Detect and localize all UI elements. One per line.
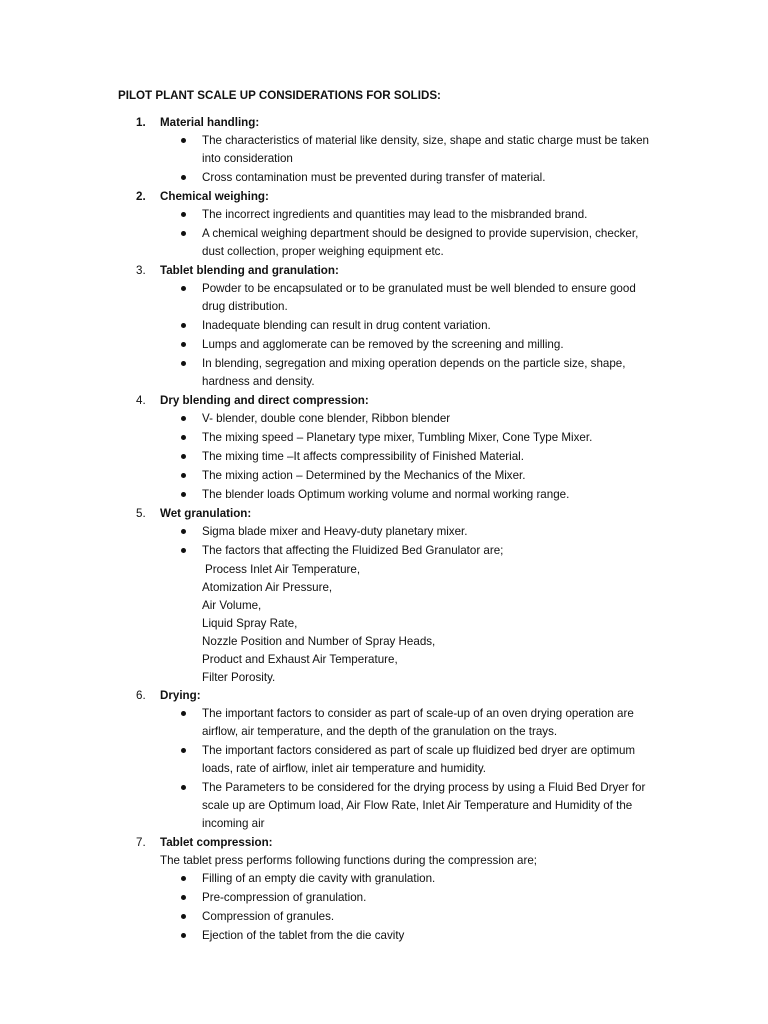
bullet-dot-icon: [181, 785, 186, 790]
list-item: [202, 429, 658, 447]
section-number: 5.: [136, 507, 146, 520]
section-number: 1.: [136, 116, 146, 129]
section-heading: [118, 262, 658, 280]
list-item: [202, 280, 658, 316]
list-item-text: The blender loads Optimum working volume and normal working range.: [202, 488, 570, 501]
section-3: [118, 262, 658, 391]
bullet-dot-icon: [181, 416, 186, 421]
list-item: [202, 206, 658, 224]
list-item: [202, 889, 658, 907]
bullet-list: [118, 132, 658, 187]
section-number: 7.: [136, 836, 146, 849]
bullet-dot-icon: [181, 914, 186, 919]
factor-list: [118, 561, 658, 687]
section-list: [118, 114, 658, 946]
bullet-dot-icon: [181, 361, 186, 366]
bullet-dot-icon: [181, 138, 186, 143]
page-title: PILOT PLANT SCALE UP CONSIDERATIONS FOR SOLIDS:: [118, 89, 441, 102]
bullet-list: [118, 705, 658, 833]
list-item: [202, 486, 658, 504]
bullet-dot-icon: [181, 342, 186, 347]
section-4: [118, 392, 658, 504]
list-item: [202, 355, 658, 391]
list-item-text: The important factors to consider as part of scale-up of an oven drying operation are airflow, air temperature, and the depth of the granulation on the trays.: [202, 707, 634, 738]
list-item-text: The characteristics of material like density, size, shape and static charge must be taken into consideration: [202, 134, 649, 165]
list-item: [202, 927, 658, 945]
section-heading: [118, 188, 658, 206]
list-item-text: Compression of granules.: [202, 910, 335, 923]
factor-line: Liquid Spray Rate,: [202, 617, 298, 630]
section-number: 3.: [136, 264, 146, 277]
factor-line: Nozzle Position and Number of Spray Heads,: [202, 635, 436, 648]
list-item: [202, 742, 658, 778]
section-intro: The tablet press performs following functions during the compression are;: [160, 854, 537, 867]
section-title: Dry blending and direct compression:: [160, 394, 369, 407]
factor-line: Product and Exhaust Air Temperature,: [202, 653, 398, 666]
bullet-dot-icon: [181, 435, 186, 440]
list-item-text: Pre-compression of granulation.: [202, 891, 367, 904]
section-5: [118, 505, 658, 687]
list-item-text: The incorrect ingredients and quantities may lead to the misbranded brand.: [202, 208, 588, 221]
list-item-text: Filling of an empty die cavity with granulation.: [202, 872, 436, 885]
bullet-list: [118, 280, 658, 391]
bullet-dot-icon: [181, 876, 186, 881]
bullet-dot-icon: [181, 529, 186, 534]
section-heading: [118, 834, 658, 852]
bullet-dot-icon: [181, 548, 186, 553]
bullet-dot-icon: [181, 748, 186, 753]
list-item: [202, 169, 658, 187]
section-title: Chemical weighing:: [160, 190, 269, 203]
list-item-text: Lumps and agglomerate can be removed by the screening and milling.: [202, 338, 564, 351]
list-item: [202, 542, 658, 560]
section-title: Tablet blending and granulation:: [160, 264, 339, 277]
section-heading: [118, 392, 658, 410]
bullet-dot-icon: [181, 895, 186, 900]
list-item-text: Sigma blade mixer and Heavy-duty planetary mixer.: [202, 525, 468, 538]
list-item-text: Powder to be encapsulated or to be granulated must be well blended to ensure good drug distribution.: [202, 282, 636, 313]
list-item-text: In blending, segregation and mixing operation depends on the particle size, shape, hardness and density.: [202, 357, 626, 388]
bullet-dot-icon: [181, 933, 186, 938]
list-item: [202, 523, 658, 541]
list-item: [202, 448, 658, 466]
section-title: Tablet compression:: [160, 836, 273, 849]
section-7: [118, 834, 658, 945]
list-item: [202, 132, 658, 168]
list-item-text: The factors that affecting the Fluidized Bed Granulator are;: [202, 544, 504, 557]
bullet-dot-icon: [181, 323, 186, 328]
bullet-dot-icon: [181, 212, 186, 217]
bullet-dot-icon: [181, 473, 186, 478]
list-item-text: V- blender, double cone blender, Ribbon blender: [202, 412, 451, 425]
section-1: [118, 114, 658, 187]
section-number: 2.: [136, 190, 146, 203]
bullet-list: [118, 206, 658, 261]
list-item-text: Inadequate blending can result in drug content variation.: [202, 319, 491, 332]
section-title: Material handling:: [160, 116, 260, 129]
list-item-text: The Parameters to be considered for the drying process by using a Fluid Bed Dryer for scale up are Optimum load, Air Flow Rate, Inlet Air Temperature and Humidity of the incoming air: [202, 781, 646, 830]
bullet-dot-icon: [181, 454, 186, 459]
bullet-list: [118, 870, 658, 945]
list-item-text: The mixing time –It affects compressibility of Finished Material.: [202, 450, 524, 463]
list-item-text: The mixing speed – Planetary type mixer, Tumbling Mixer, Cone Type Mixer.: [202, 431, 593, 444]
list-item: [202, 336, 658, 354]
list-item-text: A chemical weighing department should be designed to provide supervision, checker, dust collection, proper weighing equipment etc.: [202, 227, 639, 258]
factor-line: Atomization Air Pressure,: [202, 581, 333, 594]
list-item: [202, 705, 658, 741]
bullet-list: [118, 523, 658, 560]
list-item: [202, 317, 658, 335]
bullet-dot-icon: [181, 175, 186, 180]
factor-line: Filter Porosity.: [202, 671, 276, 684]
section-heading: [118, 687, 658, 705]
section-heading: [118, 114, 658, 132]
list-item-text: The mixing action – Determined by the Mechanics of the Mixer.: [202, 469, 526, 482]
section-2: [118, 188, 658, 261]
bullet-list: [118, 410, 658, 504]
section-number: 4.: [136, 394, 146, 407]
list-item: [202, 779, 658, 833]
section-number: 6.: [136, 689, 146, 702]
list-item: [202, 225, 658, 261]
section-heading: [118, 505, 658, 523]
list-item: [202, 908, 658, 926]
list-item: [202, 410, 658, 428]
section-title: Drying:: [160, 689, 201, 702]
section-6: [118, 687, 658, 833]
factor-line: Air Volume,: [202, 599, 262, 612]
section-title: Wet granulation:: [160, 507, 252, 520]
list-item-text: Cross contamination must be prevented during transfer of material.: [202, 171, 546, 184]
list-item: [202, 467, 658, 485]
bullet-dot-icon: [181, 286, 186, 291]
bullet-dot-icon: [181, 231, 186, 236]
list-item-text: The important factors considered as part of scale up fluidized bed dryer are optimum loads, rate of airflow, inlet air temperature and humidity.: [202, 744, 636, 775]
bullet-dot-icon: [181, 711, 186, 716]
factor-line: Process Inlet Air Temperature,: [205, 563, 361, 576]
bullet-dot-icon: [181, 492, 186, 497]
list-item-text: Ejection of the tablet from the die cavity: [202, 929, 405, 942]
list-item: [202, 870, 658, 888]
